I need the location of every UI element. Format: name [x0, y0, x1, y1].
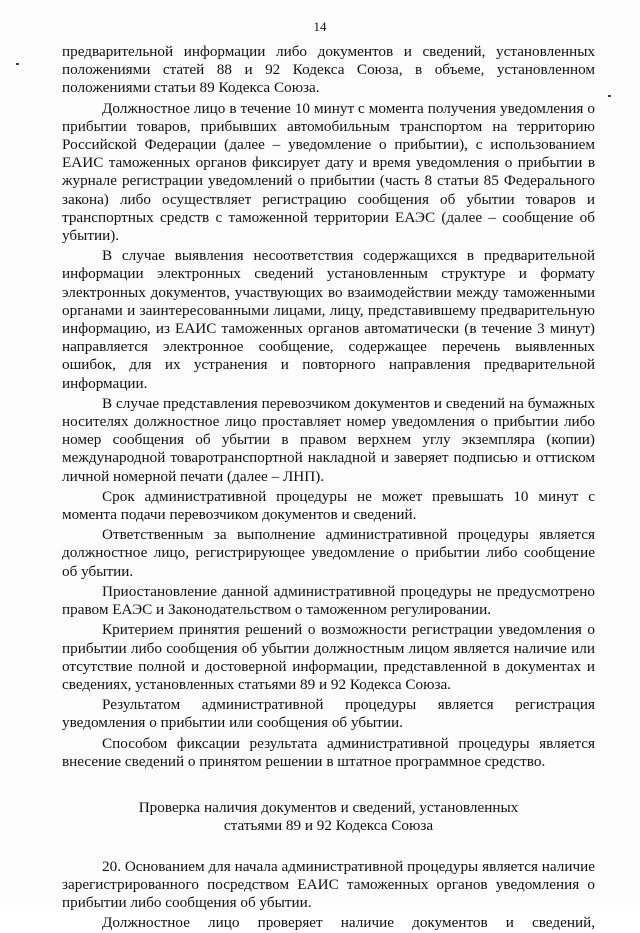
paragraph: Должностное лицо в течение 10 минут с момента получения уведомления о прибытии товаров, прибывших автомобильным транспортом на территорию Российской Федерации (далее – уведомление о прибытии), с использованием ЕАИС таможенных органов фиксирует дату и время уведомления о прибытии в журнале регистрации уведомлений о прибытии (часть 8 статьи 85 Федерального закона) либо осуществляет регистрацию сообщения об убытии товаров и транспортных средств с таможенной территории ЕАЭС (далее – сообщение об убытии).	[62, 99, 595, 245]
document-body	[62, 43, 595, 933]
paragraph-continuation: предварительной информации либо документов и сведений, установленных положениями статей 88 и 92 Кодекса Союза, в объеме, установленном положениями статьи 89 Кодекса Союза.	[62, 43, 595, 97]
scan-speck	[608, 95, 611, 97]
paragraph: В случае представления перевозчиком документов и сведений на бумажных носителях должностное лицо проставляет номер уведомления о прибытии либо номер сообщения об убытии в правом верхнем углу экземпляра (копии) международной товаротранспортной накладной и заверяет подписью и оттиском личной номерной печати (далее – ЛНП).	[62, 394, 595, 485]
section-heading-line-1: Проверка наличия документов и сведений, установленных	[138, 798, 519, 816]
paragraph: Способом фиксации результата административной процедуры является внесение сведений о принятом решении в штатное программное средство.	[62, 734, 595, 770]
section-heading	[62, 799, 595, 836]
paragraph: Срок административной процедуры не может превышать 10 минут с момента подачи перевозчиком документов и сведений.	[62, 487, 595, 524]
paragraph: 20. Основанием для начала административной процедуры является наличие зарегистрированного посредством ЕАИС таможенных органов уведомления о прибытии либо сообщения об убытии.	[62, 857, 595, 912]
scan-speck	[16, 63, 19, 65]
paragraph: Приостановление данной административной процедуры не предусмотрено правом ЕАЭС и Законодательством о таможенном регулировании.	[62, 582, 595, 619]
page-number: 14	[313, 19, 327, 34]
section-heading-line-2: статьями 89 и 92 Кодекса Союза	[223, 817, 434, 835]
paragraph: В случае выявления несоответствия содержащихся в предварительной информации электронных сведений установленным структуре и формату электронных документов, участвующих во взаимодействии между таможенными органами и заинтересованными лицами, лицу, представившему предварительную информацию, из ЕАИС таможенных органов автоматически (в течение 3 минут) направляется электронное сообщение, содержащее перечень выявленных ошибок, для их устранения и повторного направления предварительной информации.	[62, 247, 595, 392]
paragraph: Критерием принятия решений о возможности регистрации уведомления о прибытии либо сообщения об убытии должностным лицом является наличие или отсутствие полной и достоверной информации, представленной в документах и сведениях, установленных статьями 89 и 92 Кодекса Союза.	[62, 621, 595, 693]
paragraph: Ответственным за выполнение административной процедуры является должностное лицо, регистрирующее уведомление о прибытии либо сообщение об убытии.	[62, 526, 595, 580]
paragraph: Результатом административной процедуры является регистрация уведомления о прибытии или сообщения об убытии.	[62, 696, 595, 732]
paragraph: Должностное лицо проверяет наличие документов и сведений,	[102, 914, 595, 932]
